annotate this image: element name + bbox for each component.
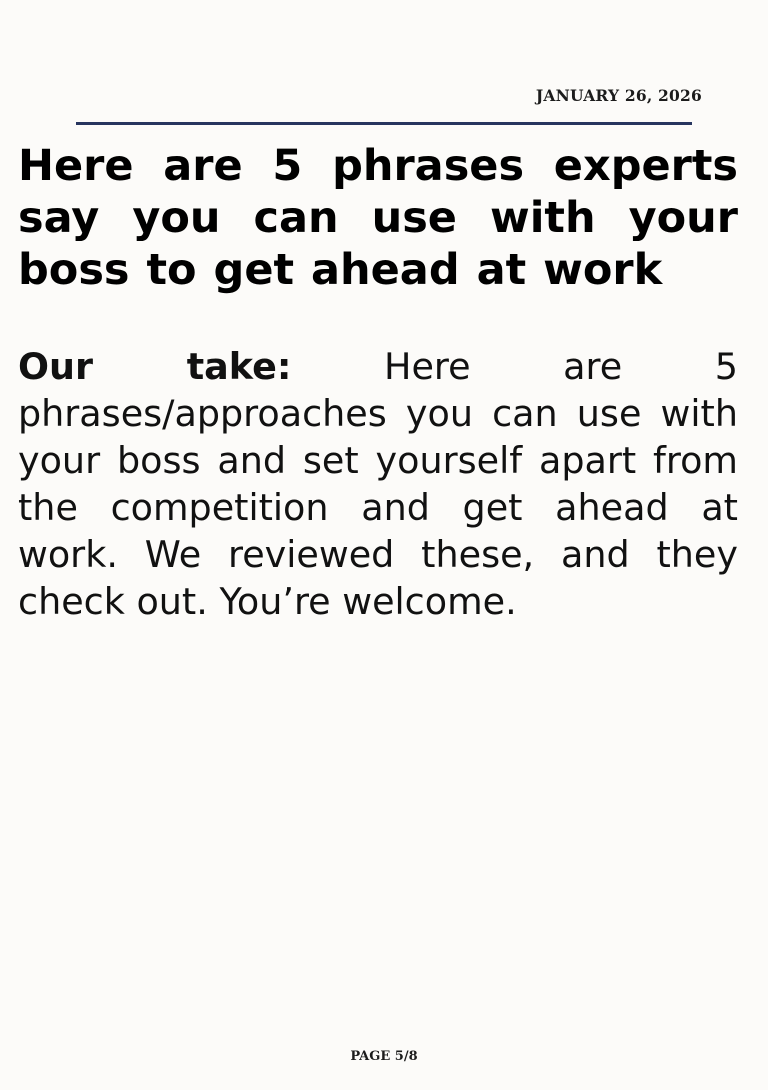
header-divider — [76, 122, 692, 125]
page-number: PAGE 5/8 — [350, 1049, 418, 1064]
article-date: JANUARY 26, 2026 — [535, 86, 702, 105]
our-take-label: Our take: — [18, 345, 292, 388]
article-headline: Here are 5 phrases experts say you can use with your boss to get ahead at work — [18, 141, 738, 295]
our-take-paragraph — [18, 343, 738, 625]
our-take-body: Here are 5 phrases/approaches you can use with your boss and set yourself apart from the competition and get ahead at work. We reviewed these, and they check out. You’re welcome. — [18, 345, 738, 623]
